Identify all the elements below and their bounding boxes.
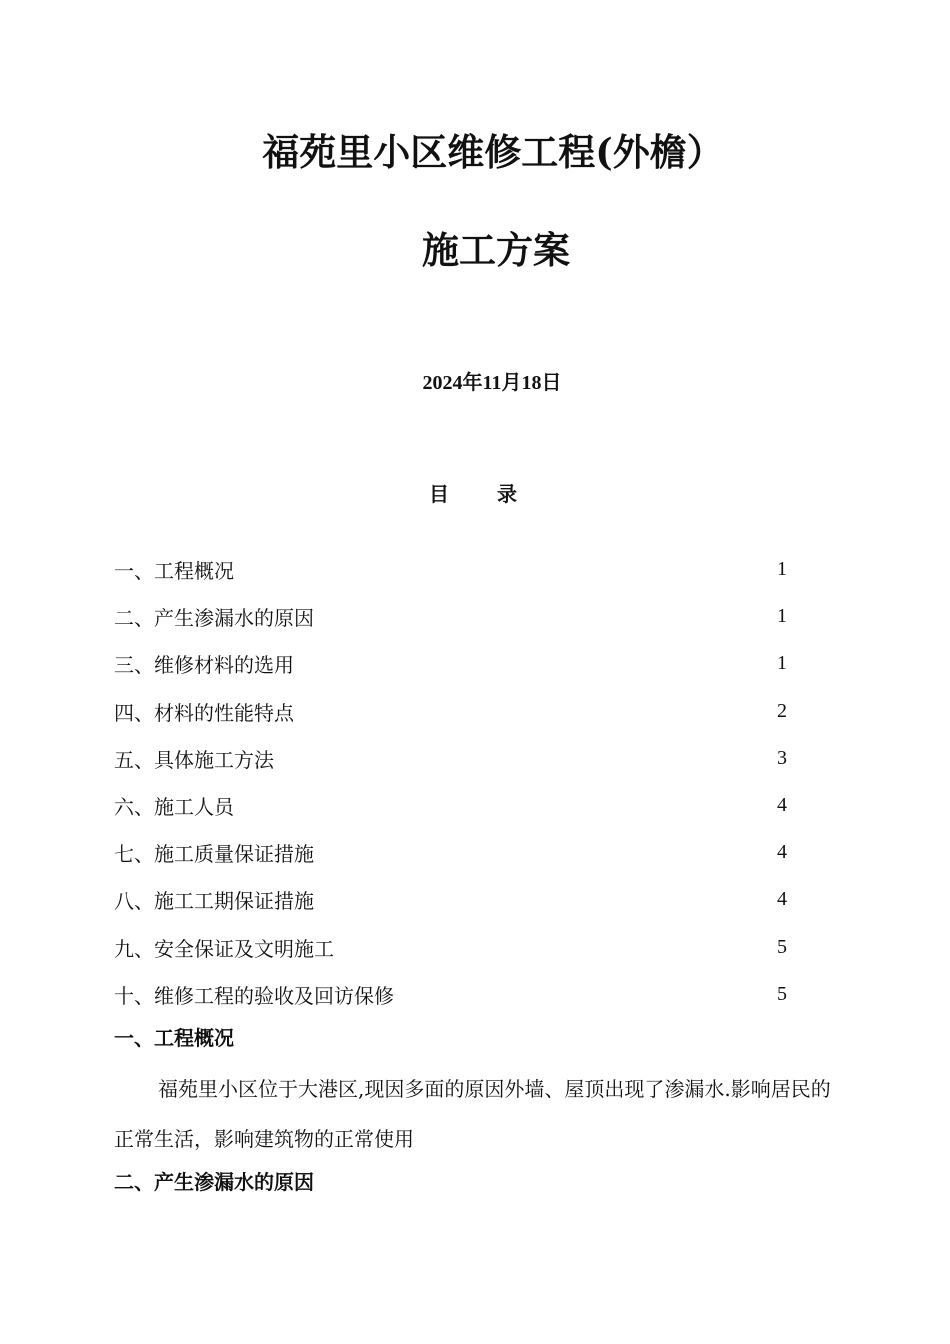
toc-entry-page: 3 xyxy=(777,746,787,769)
table-of-contents xyxy=(114,546,790,1018)
toc-heading xyxy=(0,478,946,507)
toc-entry[interactable] xyxy=(114,640,790,687)
toc-entry-label: 四、材料的性能特点 xyxy=(114,700,294,725)
section-paragraph: 福苑里小区位于大港区,现因多面的原因外墙、屋顶出现了渗漏水.影响居民的正常生活，影响建筑物的正常使用 xyxy=(114,1077,831,1151)
toc-entry[interactable] xyxy=(114,546,790,593)
toc-entry-label: 十、维修工程的验收及回访保修 xyxy=(114,983,394,1008)
toc-entry-label: 一、工程概况 xyxy=(114,559,234,584)
toc-entry-label: 五、具体施工方法 xyxy=(114,747,274,772)
toc-entry-page: 2 xyxy=(777,699,787,722)
section-heading: 二、产生渗漏水的原因 xyxy=(114,1170,314,1194)
toc-entry-page: 1 xyxy=(777,558,787,581)
toc-entry-label: 八、施工工期保证措施 xyxy=(114,889,314,914)
toc-entry[interactable] xyxy=(114,688,790,735)
toc-entry[interactable] xyxy=(114,971,790,1018)
toc-heading-left: 目 xyxy=(429,482,449,506)
toc-entry[interactable] xyxy=(114,876,790,923)
toc-entry-page: 5 xyxy=(777,982,787,1005)
document-title: 福苑里小区维修工程(外檐） xyxy=(262,130,724,174)
toc-entry-label: 二、产生渗漏水的原因 xyxy=(114,606,314,631)
document-subtitle: 施工方案 xyxy=(422,228,570,272)
toc-entry[interactable] xyxy=(114,593,790,640)
toc-entry[interactable] xyxy=(114,735,790,782)
toc-entry-label: 七、施工质量保证措施 xyxy=(114,842,314,867)
toc-entry-page: 4 xyxy=(777,888,787,911)
toc-entry-page: 1 xyxy=(777,652,787,675)
document-date: 2024年11月18日 xyxy=(422,372,562,394)
toc-entry-page: 1 xyxy=(777,605,787,628)
toc-entry-page: 4 xyxy=(777,794,787,817)
toc-entry[interactable] xyxy=(114,782,790,829)
toc-entry-page: 4 xyxy=(777,841,787,864)
toc-entry-label: 六、施工人员 xyxy=(114,795,234,820)
toc-entry-page: 5 xyxy=(777,935,787,958)
toc-heading-right: 录 xyxy=(497,482,517,506)
toc-entry[interactable] xyxy=(114,829,790,876)
toc-entry-label: 九、安全保证及文明施工 xyxy=(114,936,334,961)
toc-entry[interactable] xyxy=(114,924,790,971)
toc-entry-label: 三、维修材料的选用 xyxy=(114,653,294,678)
section-heading: 一、工程概况 xyxy=(114,1026,234,1050)
